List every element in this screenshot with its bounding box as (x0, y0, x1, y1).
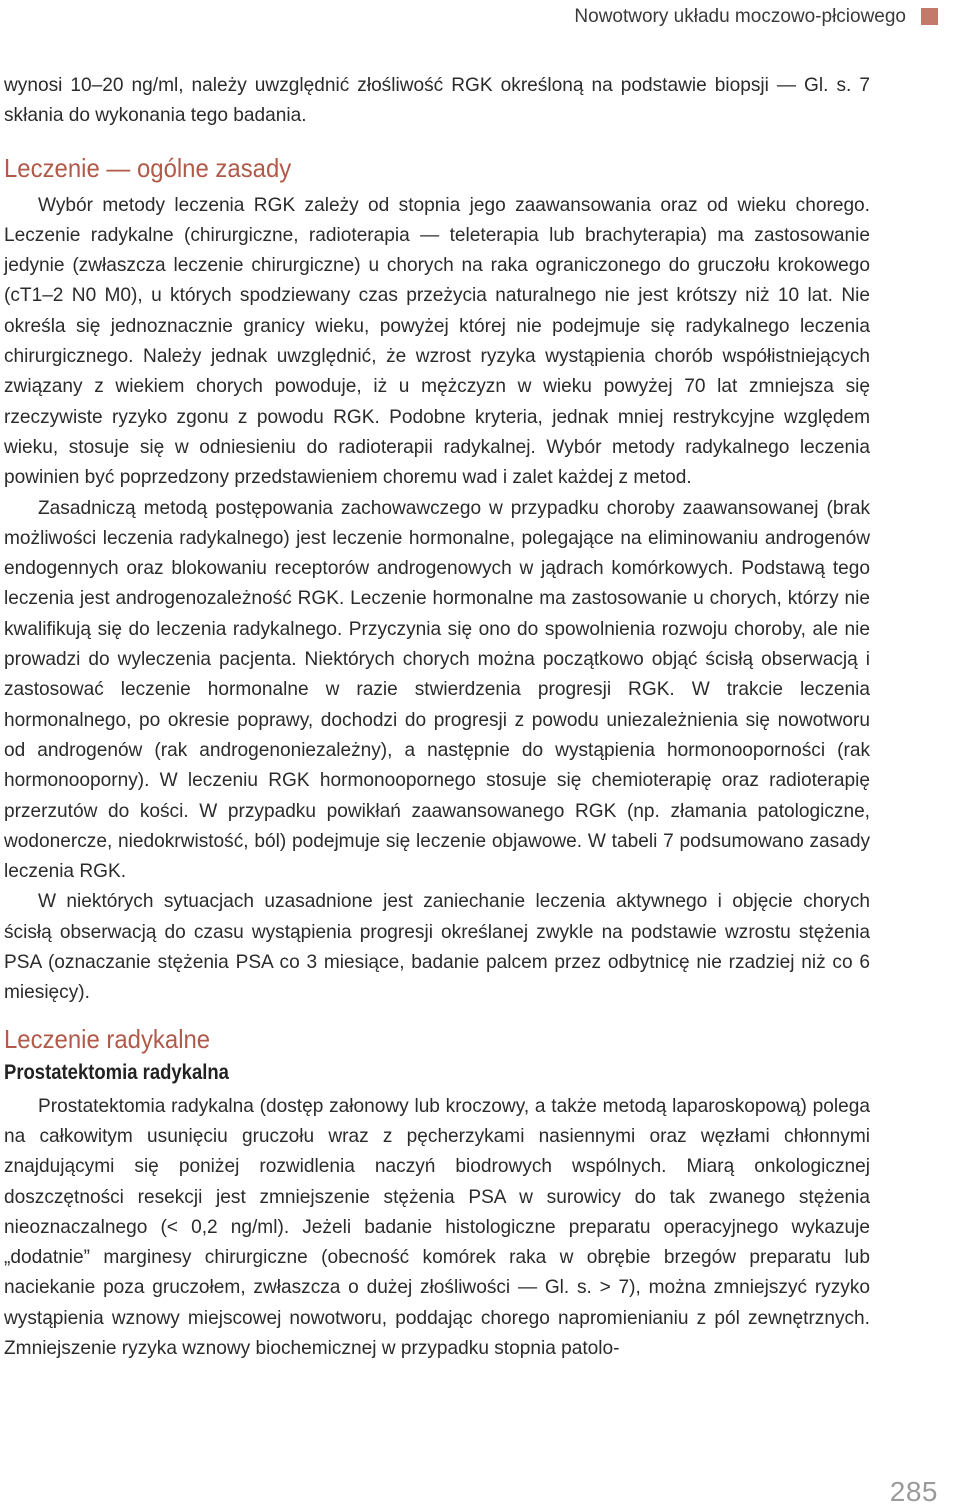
running-head-title: Nowotwory układu moczowo-płciowego (574, 6, 906, 27)
header-accent-square (921, 8, 938, 25)
section-heading-radical-treatment: Leczenie radykalne (4, 1023, 211, 1054)
body-paragraph: Zasadniczą metodą postępowania zachowawczego w przypadku choroby zaawansowanej (brak możliwości leczenia radykalnego) jest leczenie hormonalne, polegające na eliminowaniu androgenów endogennych oraz blokowaniu receptorów androgenowych w jądrach komórkowych. Podstawą tego leczenia jest androgenozależność RGK. Leczenie hormonalne ma zastosowanie u chorych, którzy nie kwalifikują się do leczenia radykalnego. Przyczynia się ono do spowolnienia rozwoju choroby, ale nie prowadzi do wyleczenia pacjenta. Niektórych chorych można początkowo objąć ścisłą obserwacją i zastosować leczenie hormonalne w razie stwierdzenia progresji RGK. W trakcie leczenia hormonalnego, po okresie poprawy, dochodzi do progresji z powodu uniezależnienia się nowotworu od androgenów (rak androgenoniezależny), a następnie do wystąpienia hormonooporności (rak hormonooporny). W leczeniu RGK hormonoopornego stosuje się chemioterapię oraz radioterapię przerzutów do kości. W przypadku powikłań zaawansowanego RGK (np. złamania patologiczne, wodonercze, niedokrwistość, ból) podejmuje się leczenie objawowe. W tabeli 7 podsumowano zasady leczenia RGK. (4, 497, 870, 883)
page-number: 285 (889, 1476, 938, 1507)
page-body (4, 71, 870, 1364)
section-heading-general-principles: Leczenie — ogólne zasady (4, 152, 292, 183)
subsection-heading-prostatectomy: Prostatektomia radykalna (4, 1060, 229, 1084)
body-paragraph: Prostatektomia radykalna (dostęp załonowy lub kroczowy, a także metodą laparoskopową) polega na całkowitym usunięciu gruczołu wraz z pęcherzykami nasiennymi oraz węzłami chłonnymi znajdującymi się poniżej rozwidlenia naczyń biodrowych wspólnych. Miarą onkologicznej doszczętności resekcji jest zmniejszenie stężenia PSA w surowicy do tak zwanego stężenia nieoznaczalnego (< 0,2 ng/ml). Jeżeli badanie histologiczne preparatu operacyjnego wykazuje „dodatnie” marginesy chirurgiczne (obecność komórek raka w obrębie brzegów preparatu lub naciekanie poza gruczołem, zwłaszcza o dużej złośliwości — Gl. s. > 7), można zmniejszyć ryzyko wystąpienia wznowy miejscowej nowotworu, poddając chorego napromienianiu z pól zewnętrznych. Zmniejszenie ryzyka wznowy biochemicznej w przypadku stopnia patolo- (4, 1095, 870, 1359)
body-paragraph: Wybór metody leczenia RGK zależy od stopnia jego zaawansowania oraz od wieku chorego. Leczenie radykalne (chirurgiczne, radioterapia — teleterapia lub brachyterapia) ma zastosowanie jedynie (zwłaszcza leczenie chirurgiczne) u chorych na raka ograniczonego do gruczołu krokowego (cT1–2 N0 M0), u których spodziewany czas przeżycia naturalnego nie jest krótszy niż 10 lat. Nie określa się jednoznacznie granicy wieku, powyżej której nie podejmuje się radykalnego leczenia chirurgicznego. Należy jednak uwzględnić, że wzrost ryzyka wystąpienia chorób współistniejących związany z wiekiem chorych powoduje, iż u mężczyzn w wieku powyżej 70 lat zmniejsza się rzeczywiste ryzyko zgonu z powodu RGK. Podobne kryteria, jednak mniej restrykcyjne względem wieku, stosuje się w odniesieniu do radioterapii radykalnej. Wybór metody radykalnego leczenia powinien być poprzedzony przedstawieniem choremu wad i zalet każdej z metod. (4, 194, 870, 489)
body-paragraph: W niektórych sytuacjach uzasadnione jest zaniechanie leczenia aktywnego i objęcie chorych ścisłą obserwacją do czasu wystąpienia progresji określanej zwykle na podstawie wzrostu stężenia PSA (oznaczanie stężenia PSA co 3 miesiące, badanie palcem przez odbytnicę nie rzadziej niż co 6 miesięcy). (4, 891, 870, 1004)
intro-paragraph: wynosi 10–20 ng/ml, należy uwzględnić złośliwość RGK określoną na podstawie biopsji — Gl. s. 7 skłania do wykonania tego badania. (4, 75, 870, 127)
